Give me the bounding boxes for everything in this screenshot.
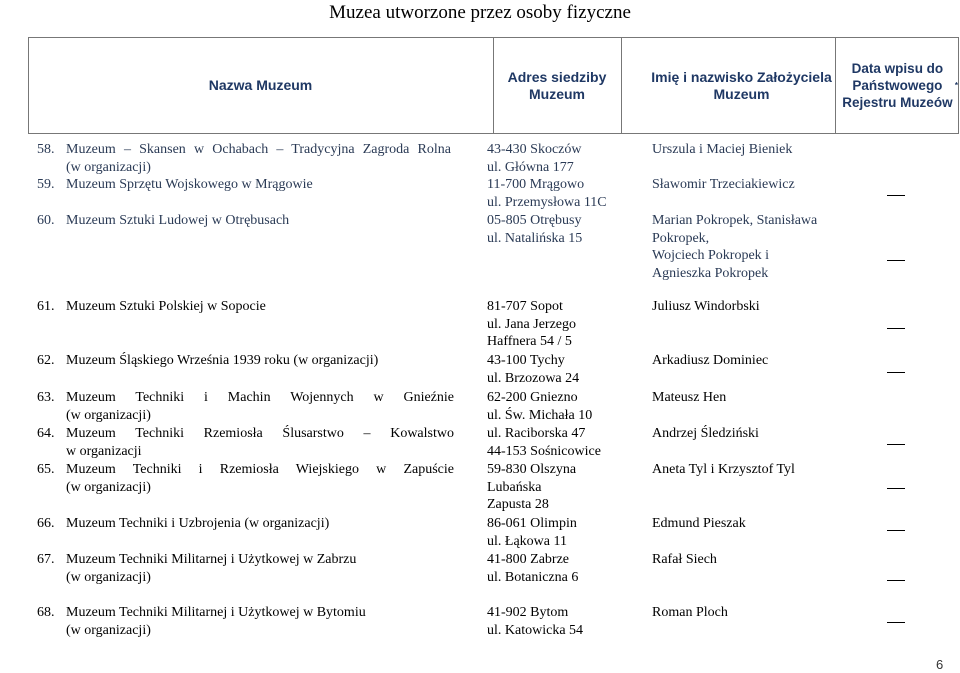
header-date-footnote-mark: *: [954, 81, 958, 90]
museum-name-line: Muzeum Techniki Rzemiosła Ślusarstwo – Kowalstwo: [66, 426, 454, 441]
address-line: 81-707 Sopot: [487, 299, 563, 314]
founder-line: Mateusz Hen: [652, 390, 727, 405]
founder-line: Arkadiusz Dominiec: [652, 353, 769, 368]
date-dash: [887, 444, 905, 445]
header-date: [840, 37, 958, 134]
row-number: 62.: [37, 353, 55, 368]
address-line: 44-153 Sośnicowice: [487, 443, 601, 459]
date-dash: [887, 328, 905, 329]
address-line: Zapusta 28: [487, 497, 549, 512]
address-line: ul. Przemysłowa 11C: [487, 194, 607, 210]
page-number: 6: [936, 657, 944, 672]
address-line: ul. Jana Jerzego: [487, 316, 577, 332]
founder-line: Pokropek,: [652, 230, 710, 246]
museum-name-line: (w organizacji): [66, 159, 151, 175]
founder-line: Agnieszka Pokropek: [652, 265, 769, 281]
table-header: [28, 37, 958, 134]
row-number: 60.: [37, 213, 55, 228]
address-line: ul. Brzozowa 24: [487, 370, 580, 386]
address-line: 59-830 Olszyna: [487, 462, 577, 477]
founder-line: Roman Ploch: [652, 605, 728, 620]
museum-name-line: Muzeum Techniki i Rzemiosła Wiejskiego w Zapuście: [66, 462, 454, 477]
address-line: ul. Natalińska 15: [487, 230, 583, 246]
museum-name-line: Muzeum Śląskiego Września 1939 roku (w organizacji): [66, 353, 379, 368]
page-title: Muzea utworzone przez osoby fizyczne: [329, 2, 631, 23]
founder-line: Wojciech Pokropek i: [652, 248, 770, 263]
founder-line: Aneta Tyl i Krzysztof Tyl: [652, 462, 795, 477]
museum-name-line: Muzeum Sztuki Ludowej w Otrębusach: [66, 213, 290, 228]
museum-name-line: Muzeum Sztuki Polskiej w Sopocie: [66, 299, 266, 314]
museum-name-line: (w organizacji): [66, 479, 151, 495]
museum-name-line: w organizacji: [66, 443, 142, 459]
museum-name-line: Muzeum Techniki i Machin Wojennych w Gnieźnie: [66, 390, 454, 405]
row-number: 61.: [37, 299, 55, 314]
founder-line: Juliusz Windorbski: [652, 299, 760, 314]
header-founder: Imię i nazwisko Założyciela Muzeum: [651, 68, 832, 102]
row-number: 59.: [37, 177, 55, 192]
museum-name-line: (w organizacji): [66, 569, 151, 585]
founder-line: Edmund Pieszak: [652, 516, 746, 531]
address-line: 11-700 Mrągowo: [487, 177, 585, 192]
row-number: 65.: [37, 462, 55, 477]
row-number: 67.: [37, 552, 55, 567]
address-line: ul. Botaniczna 6: [487, 569, 579, 585]
address-line: 43-100 Tychy: [487, 353, 565, 368]
address-line: 41-902 Bytom: [487, 605, 569, 620]
address-line: ul. Główna 177: [487, 159, 574, 175]
date-dash: [887, 622, 905, 623]
col-border: [958, 37, 959, 134]
address-line: ul. Łąkowa 11: [487, 533, 567, 549]
address-line: ul. Raciborska 47: [487, 426, 586, 441]
header-name: Nazwa Muzeum: [208, 77, 313, 93]
address-line: ul. Katowicka 54: [487, 622, 584, 638]
museum-name-line: (w organizacji): [66, 622, 151, 638]
date-dash: [887, 530, 905, 531]
date-dash: [887, 580, 905, 581]
founder-line: Rafał Siech: [652, 552, 717, 567]
address-line: Haffnera 54 / 5: [487, 334, 572, 349]
address-line: ul. Św. Michała 10: [487, 407, 593, 423]
founder-line: Sławomir Trzeciakiewicz: [652, 177, 795, 192]
row-number: 64.: [37, 426, 55, 441]
row-number: 66.: [37, 516, 55, 531]
founder-line: Marian Pokropek, Stanisława: [652, 213, 818, 228]
row-number: 58.: [37, 142, 55, 157]
address-line: 86-061 Olimpin: [487, 516, 577, 531]
date-dash: [887, 488, 905, 489]
address-line: 62-200 Gniezno: [487, 390, 578, 405]
address-line: Lubańska: [487, 479, 542, 495]
founder-line: Urszula i Maciej Bieniek: [652, 142, 793, 157]
museum-name-line: Muzeum Techniki Militarnej i Użytkowej w Zabrzu: [66, 552, 357, 567]
address-line: 41-800 Zabrze: [487, 552, 570, 567]
row-number: 63.: [37, 390, 55, 405]
address-line: 05-805 Otrębusy: [487, 213, 582, 228]
date-dash: [887, 260, 905, 261]
museum-name-line: Muzeum – Skansen w Ochabach – Tradycyjna Zagroda Rolna: [66, 142, 451, 157]
museum-name-line: Muzeum Techniki Militarnej i Użytkowej w Bytomiu: [66, 605, 366, 620]
address-line: 43-430 Skoczów: [487, 142, 582, 157]
header-address: Adres siedziby Muzeum: [507, 68, 607, 102]
museum-name-line: Muzeum Sprzętu Wojskowego w Mrągowie: [66, 177, 313, 192]
museum-name-line: Muzeum Techniki i Uzbrojenia (w organizacji): [66, 516, 330, 531]
founder-line: Andrzej Śledziński: [652, 426, 759, 441]
date-dash: [887, 195, 905, 196]
date-dash: [887, 372, 905, 373]
header-date-label: Data wpisu do Państwowego Rejestru Muzeów: [842, 61, 953, 110]
museum-name-line: (w organizacji): [66, 407, 151, 423]
row-number: 68.: [37, 605, 55, 620]
